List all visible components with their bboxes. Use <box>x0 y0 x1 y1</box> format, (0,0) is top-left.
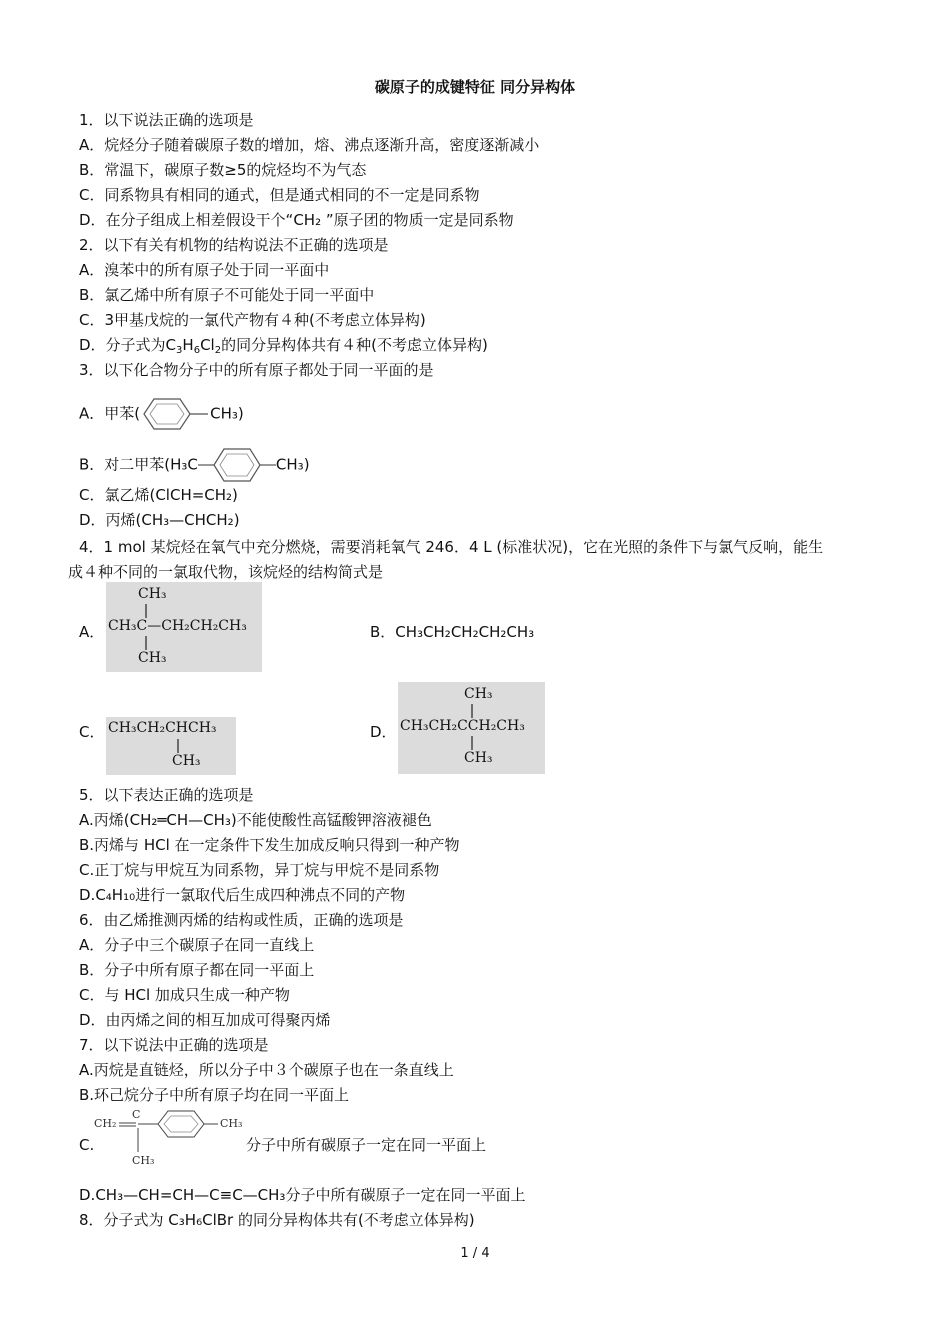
q4-option-c-label: C． <box>79 723 105 741</box>
q3-option-a: A．甲苯( CH₃) <box>79 397 244 431</box>
q4-stem-line2: 成４种不同的一氯取代物，该烷烃的结构简式是 <box>68 563 384 581</box>
q4-option-c-formula: CH₃CH₂CHCH₃ CH₃ <box>106 717 236 775</box>
q5-option-d: D.C₄H₁₀进行一氯取代后生成四种沸点不同的产物 <box>79 886 406 904</box>
q4-stem-line1: 4．1 mol 某烷烃在氧气中充分燃烧，需要消耗氧气 246．4 L (标准状况)，它在光照的条件下与氯气反响，能生 <box>79 538 824 556</box>
q1-option-c: C．同系物具有相同的通式，但是通式相同的不一定是同系物 <box>79 186 480 204</box>
q2-option-b: B．氯乙烯中所有原子不可能处于同一平面中 <box>79 286 375 304</box>
benzene-ring-icon <box>140 397 210 431</box>
q4-option-d-label: D． <box>370 723 397 741</box>
carbon-atom-label: C <box>132 1108 141 1121</box>
q1-option-a: A．烷烃分子随着碳原子数的增加，熔、沸点逐渐升高，密度逐渐减小 <box>79 136 540 154</box>
q7-option-d: D.CH₃—CH=CH—C≡C—CH₃分子中所有碳原子一定在同一平面上 <box>79 1186 526 1204</box>
q2-option-a: A．溴苯中的所有原子处于同一平面中 <box>79 261 330 279</box>
q2-option-d: D．分子式为$C_3H_6Cl_2$的同分异构体共有４种(不考虑立体异构) <box>79 336 488 356</box>
q1-option-b: B．常温下，碳原子数≥5的烷烃均不为气态 <box>79 161 367 179</box>
benzene-ring-icon <box>198 447 276 483</box>
q7-option-b: B.环己烷分子中所有原子均在同一平面上 <box>79 1086 350 1104</box>
q3-option-b: B．对二甲苯(H₃C CH₃) <box>79 447 310 483</box>
page-title: 碳原子的成键特征 同分异构体 <box>374 78 576 96</box>
q7-option-c-label: C. <box>79 1136 95 1154</box>
q4-option-b: B．CH₃CH₂CH₂CH₂CH₃ <box>370 623 535 641</box>
q6-option-a: A．分子中三个碳原子在同一直线上 <box>79 936 315 954</box>
q3-option-d: D．丙烯(CH₃—CHCH₂) <box>79 511 240 529</box>
q6-option-b: B．分子中所有原子都在同一平面上 <box>79 961 315 979</box>
q7-option-c-text: 分子中所有碳原子一定在同一平面上 <box>246 1136 487 1154</box>
q4-option-a-label: A． <box>79 623 105 641</box>
q6-stem: 6．由乙烯推测丙烯的结构或性质，正确的选项是 <box>79 911 404 929</box>
q3-stem: 3．以下化合物分子中的所有原子都处于同一平面的是 <box>79 361 434 379</box>
q3-option-c: C．氯乙烯(ClCH=CH₂) <box>79 486 238 504</box>
q7-option-c-structure: CH₂ C CH₃ CH₃ <box>94 1108 246 1172</box>
q5-option-a: A.丙烯(CH₂═CH—CH₃)不能使酸性高锰酸钾溶液褪色 <box>79 811 432 829</box>
q4-option-a-formula: CH₃ CH₃C—CH₂CH₂CH₃ CH₃ <box>106 582 262 672</box>
q5-stem: 5．以下表达正确的选项是 <box>79 786 254 804</box>
q7-stem: 7．以下说法中正确的选项是 <box>79 1036 269 1054</box>
q2-option-c: C．3甲基戊烷的一氯代产物有４种(不考虑立体异构) <box>79 311 426 329</box>
q5-option-b: B.丙烯与 HCl 在一定条件下发生加成反响只得到一种产物 <box>79 836 460 854</box>
q6-option-c: C．与 HCl 加成只生成一种产物 <box>79 986 290 1004</box>
q2-stem: 2．以下有关有机物的结构说法不正确的选项是 <box>79 236 389 254</box>
q4-option-d-formula: CH₃ CH₃CH₂CCH₂CH₃ CH₃ <box>398 682 545 774</box>
q7-option-a: A.丙烷是直链烃，所以分子中３个碳原子也在一条直线上 <box>79 1061 454 1079</box>
q5-option-c: C.正丁烷与甲烷互为同系物，异丁烷与甲烷不是同系物 <box>79 861 440 879</box>
q1-option-d: D．在分子组成上相差假设干个“CH₂ ”原子团的物质一定是同系物 <box>79 211 514 229</box>
q6-option-d: D．由丙烯之间的相互加成可得聚丙烯 <box>79 1011 331 1029</box>
q8-stem: 8．分子式为 C₃H₆ClBr 的同分异构体共有(不考虑立体异构) <box>79 1211 475 1229</box>
page-number: 1 / 4 <box>460 1246 490 1261</box>
q1-stem: 1．以下说法正确的选项是 <box>79 111 254 129</box>
